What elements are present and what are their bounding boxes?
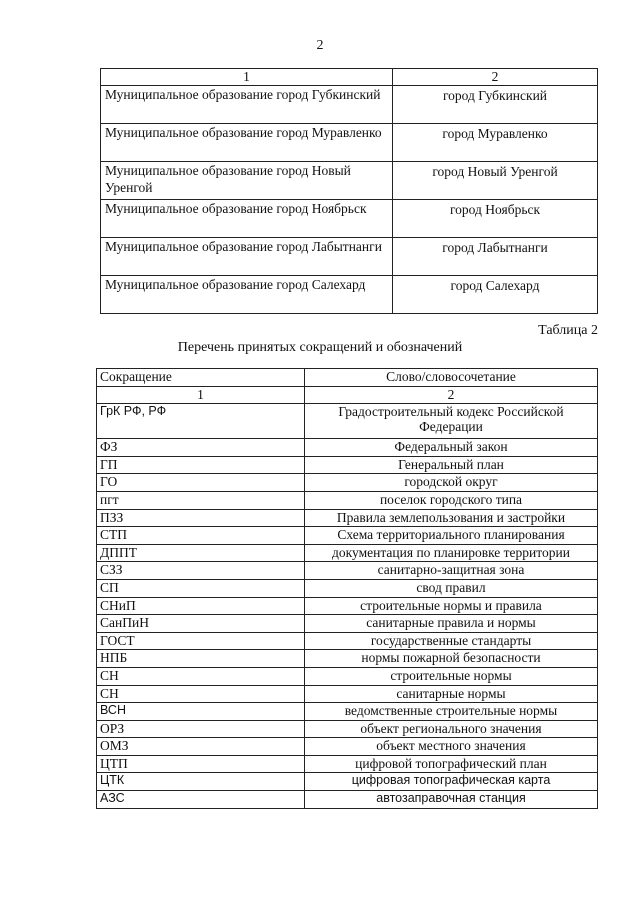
table-row xyxy=(101,162,598,200)
table-row xyxy=(97,456,598,474)
table-row xyxy=(97,650,598,668)
table-row xyxy=(97,667,598,685)
table-row xyxy=(97,755,598,773)
city-name: город Губкинский xyxy=(393,86,598,124)
column-number: 1 xyxy=(101,69,393,86)
phrase: автозаправочная станция xyxy=(305,791,598,809)
abbreviation: СП xyxy=(97,579,305,597)
table-header-row xyxy=(97,369,598,387)
city-name: город Лабытнанги xyxy=(393,238,598,276)
phrase: санитарные нормы xyxy=(305,685,598,703)
abbreviation: СЗЗ xyxy=(97,562,305,580)
phrase: Правила землепользования и застройки xyxy=(305,509,598,527)
municipality-name: Муниципальное образование город Салехард xyxy=(101,276,393,314)
abbreviation: ОРЗ xyxy=(97,720,305,738)
abbreviation: СанПиН xyxy=(97,615,305,633)
phrase: документация по планировке территории xyxy=(305,544,598,562)
abbreviation: АЗС xyxy=(97,791,305,809)
abbreviation: ДППТ xyxy=(97,544,305,562)
header-phrase: Слово/словосочетание xyxy=(305,369,598,387)
city-name: город Ноябрьск xyxy=(393,200,598,238)
column-number: 1 xyxy=(97,386,305,404)
abbreviation: ГОСТ xyxy=(97,632,305,650)
phrase: объект регионального значения xyxy=(305,720,598,738)
municipality-name: Муниципальное образование город Муравленко xyxy=(101,124,393,162)
phrase: Генеральный план xyxy=(305,456,598,474)
table-header-row xyxy=(101,69,598,86)
abbreviation: ЦТП xyxy=(97,755,305,773)
phrase: объект местного значения xyxy=(305,738,598,756)
abbreviation: ФЗ xyxy=(97,439,305,457)
phrase: ведомственные строительные нормы xyxy=(305,703,598,721)
phrase: Федеральный закон xyxy=(305,439,598,457)
table-row xyxy=(97,509,598,527)
phrase: строительные нормы xyxy=(305,667,598,685)
abbreviation: СТП xyxy=(97,527,305,545)
abbreviation: ОМЗ xyxy=(97,738,305,756)
column-number-row xyxy=(97,386,598,404)
table-row xyxy=(97,791,598,809)
abbreviation: ПЗЗ xyxy=(97,509,305,527)
table-row xyxy=(97,615,598,633)
phrase: Схема территориального планирования xyxy=(305,527,598,545)
page-number: 2 xyxy=(316,38,324,53)
phrase: санитарно-защитная зона xyxy=(305,562,598,580)
table-row xyxy=(97,597,598,615)
table-row xyxy=(97,562,598,580)
abbreviation: ГО xyxy=(97,474,305,492)
abbreviation: СН xyxy=(97,685,305,703)
column-number: 2 xyxy=(393,69,598,86)
table-row xyxy=(97,439,598,457)
table-row xyxy=(97,474,598,492)
city-name: город Салехард xyxy=(393,276,598,314)
header-abbreviation: Сокращение xyxy=(97,369,305,387)
phrase: государственные стандарты xyxy=(305,632,598,650)
table-row xyxy=(97,738,598,756)
abbreviations-table xyxy=(96,368,598,809)
abbreviation: ЦТК xyxy=(97,773,305,791)
table-row xyxy=(97,544,598,562)
table-row xyxy=(97,703,598,721)
table-label: Таблица 2 xyxy=(538,323,598,338)
city-name: город Новый Уренгой xyxy=(393,162,598,200)
abbreviation: СН xyxy=(97,667,305,685)
phrase: цифровая топографическая карта xyxy=(305,773,598,791)
phrase: нормы пожарной безопасности xyxy=(305,650,598,668)
abbreviation: СНиП xyxy=(97,597,305,615)
table-row xyxy=(101,276,598,314)
table-row xyxy=(97,720,598,738)
municipality-name: Муниципальное образование город Новый Уренгой xyxy=(101,162,393,200)
phrase: свод правил xyxy=(305,579,598,597)
abbreviation: НПБ xyxy=(97,650,305,668)
table-title: Перечень принятых сокращений и обозначений xyxy=(177,340,463,355)
phrase: строительные нормы и правила xyxy=(305,597,598,615)
municipality-name: Муниципальное образование город Ноябрьск xyxy=(101,200,393,238)
phrase: Градостроительный кодекс Российской Федерации xyxy=(305,404,598,439)
phrase: городской округ xyxy=(305,474,598,492)
phrase: санитарные правила и нормы xyxy=(305,615,598,633)
abbreviation: ГП xyxy=(97,456,305,474)
abbreviation: пгт xyxy=(97,491,305,509)
table-row xyxy=(97,773,598,791)
city-name: город Муравленко xyxy=(393,124,598,162)
phrase: поселок городского типа xyxy=(305,491,598,509)
table-row xyxy=(101,200,598,238)
table-row xyxy=(97,632,598,650)
table-row xyxy=(97,579,598,597)
table-row xyxy=(97,685,598,703)
abbreviation: ГрК РФ, РФ xyxy=(97,404,305,439)
table-row xyxy=(101,238,598,276)
column-number: 2 xyxy=(305,386,598,404)
table-row xyxy=(101,124,598,162)
abbreviation: ВСН xyxy=(97,703,305,721)
municipality-name: Муниципальное образование город Губкинский xyxy=(101,86,393,124)
phrase: цифровой топографический план xyxy=(305,755,598,773)
table-row xyxy=(101,86,598,124)
municipalities-table xyxy=(100,68,598,314)
table-row xyxy=(97,491,598,509)
municipality-name: Муниципальное образование город Лабытнанги xyxy=(101,238,393,276)
table-row xyxy=(97,404,598,439)
table-row xyxy=(97,527,598,545)
